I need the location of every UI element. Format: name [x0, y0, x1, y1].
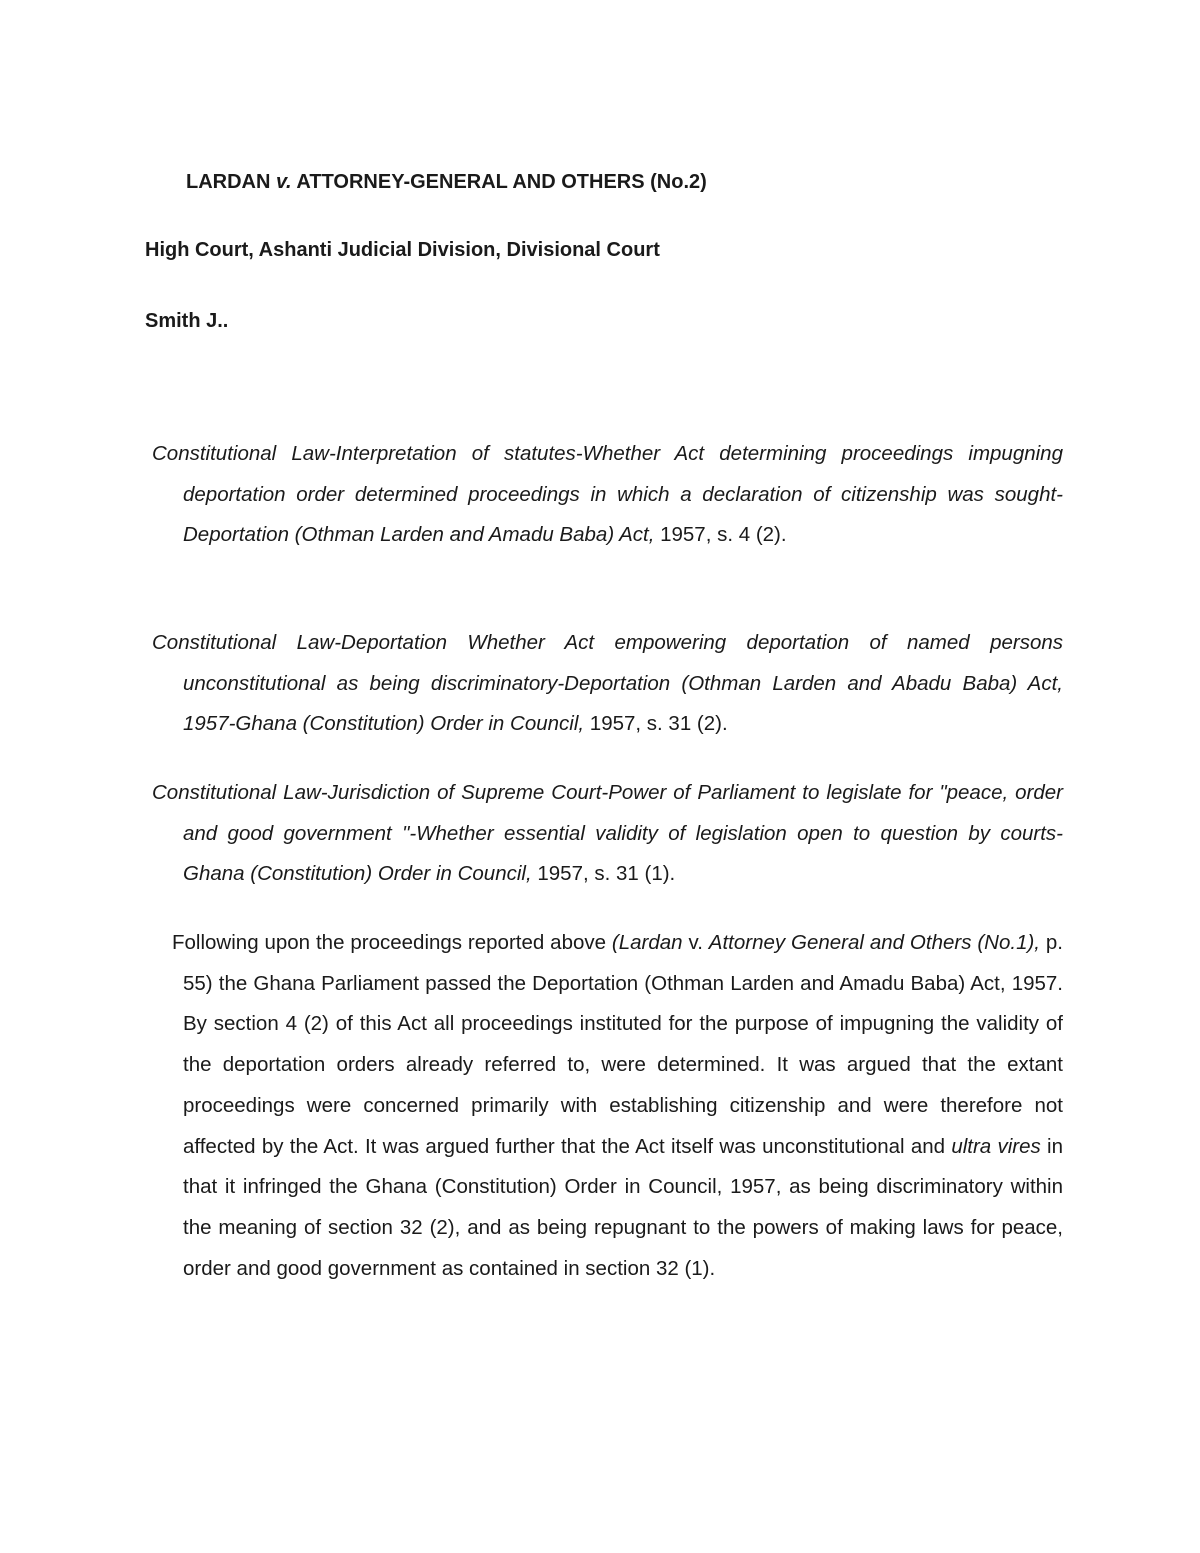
case-title — [186, 171, 707, 194]
court-name: High Court, Ashanti Judicial Division, Divisional Court — [145, 239, 660, 261]
summary-text-2: v. — [682, 931, 709, 954]
case-title-part2: ATTORNEY-GENERAL AND OTHERS (No.2) — [291, 171, 707, 193]
headnote-3-italic: Constitutional Law-Jurisdiction of Supreme Court-Power of Parliament to legislate for "peace, order and good government "-Whether essential validity of legislation open to question by courts-Ghana (Constitution) Order in Council, — [152, 781, 1063, 885]
case-title-part1: LARDAN — [186, 171, 276, 193]
summary-text-3: p. 55) the Ghana Parliament passed the Deportation (Othman Larden and Amadu Baba) Act, 1957. By section 4 (2) of this Act all proceedings instituted for the purpose of impugning the validity of the deportation orders already referred to, were determined. It was argued that the extant proceedings were concerned primarily with establishing citizenship and were therefore not affected by the Act. It was argued further that the Act itself was unconstitutional and — [183, 931, 1063, 1158]
case-title-versus: v. — [276, 171, 292, 193]
summary-italic-1: (Lardan — [611, 931, 683, 954]
headnote-2 — [152, 623, 1063, 745]
headnote-1-plain: 1957, s. 4 (2). — [654, 523, 787, 546]
summary-text-4: in that it infringed the Ghana (Constitution) Order in Council, 1957, as being discriminatory within the meaning of section 32 (2), and as being repugnant to the powers of making laws for peace, order and good government as contained in section 32 (1). — [183, 1134, 1063, 1280]
summary-italic-2: Attorney General and Others (No.1), — [708, 931, 1040, 954]
headnote-3 — [152, 773, 1063, 895]
headnote-1 — [152, 434, 1063, 556]
summary-paragraph — [172, 923, 1063, 1289]
headnote-3-plain: 1957, s. 31 (1). — [531, 862, 676, 885]
headnote-2-italic: Constitutional Law-Deportation Whether Act empowering deportation of named persons unconstitutional as being discriminatory-Deportation (Othman Larden and Abadu Baba) Act, 1957-Ghana (Constitution) Order in Council, — [152, 631, 1063, 735]
summary-text-1: Following upon the proceedings reported above — [172, 931, 612, 954]
judge-name: Smith J.. — [145, 310, 229, 332]
headnote-1-italic: Constitutional Law-Interpretation of statutes-Whether Act determining proceedings impugning deportation order determined proceedings in which a declaration of citizenship was sought-Deportation (Othman Larden and Amadu Baba) Act, — [152, 442, 1063, 546]
headnote-2-plain: 1957, s. 31 (2). — [584, 712, 728, 735]
summary-italic-3: ultra vires — [951, 1134, 1041, 1158]
